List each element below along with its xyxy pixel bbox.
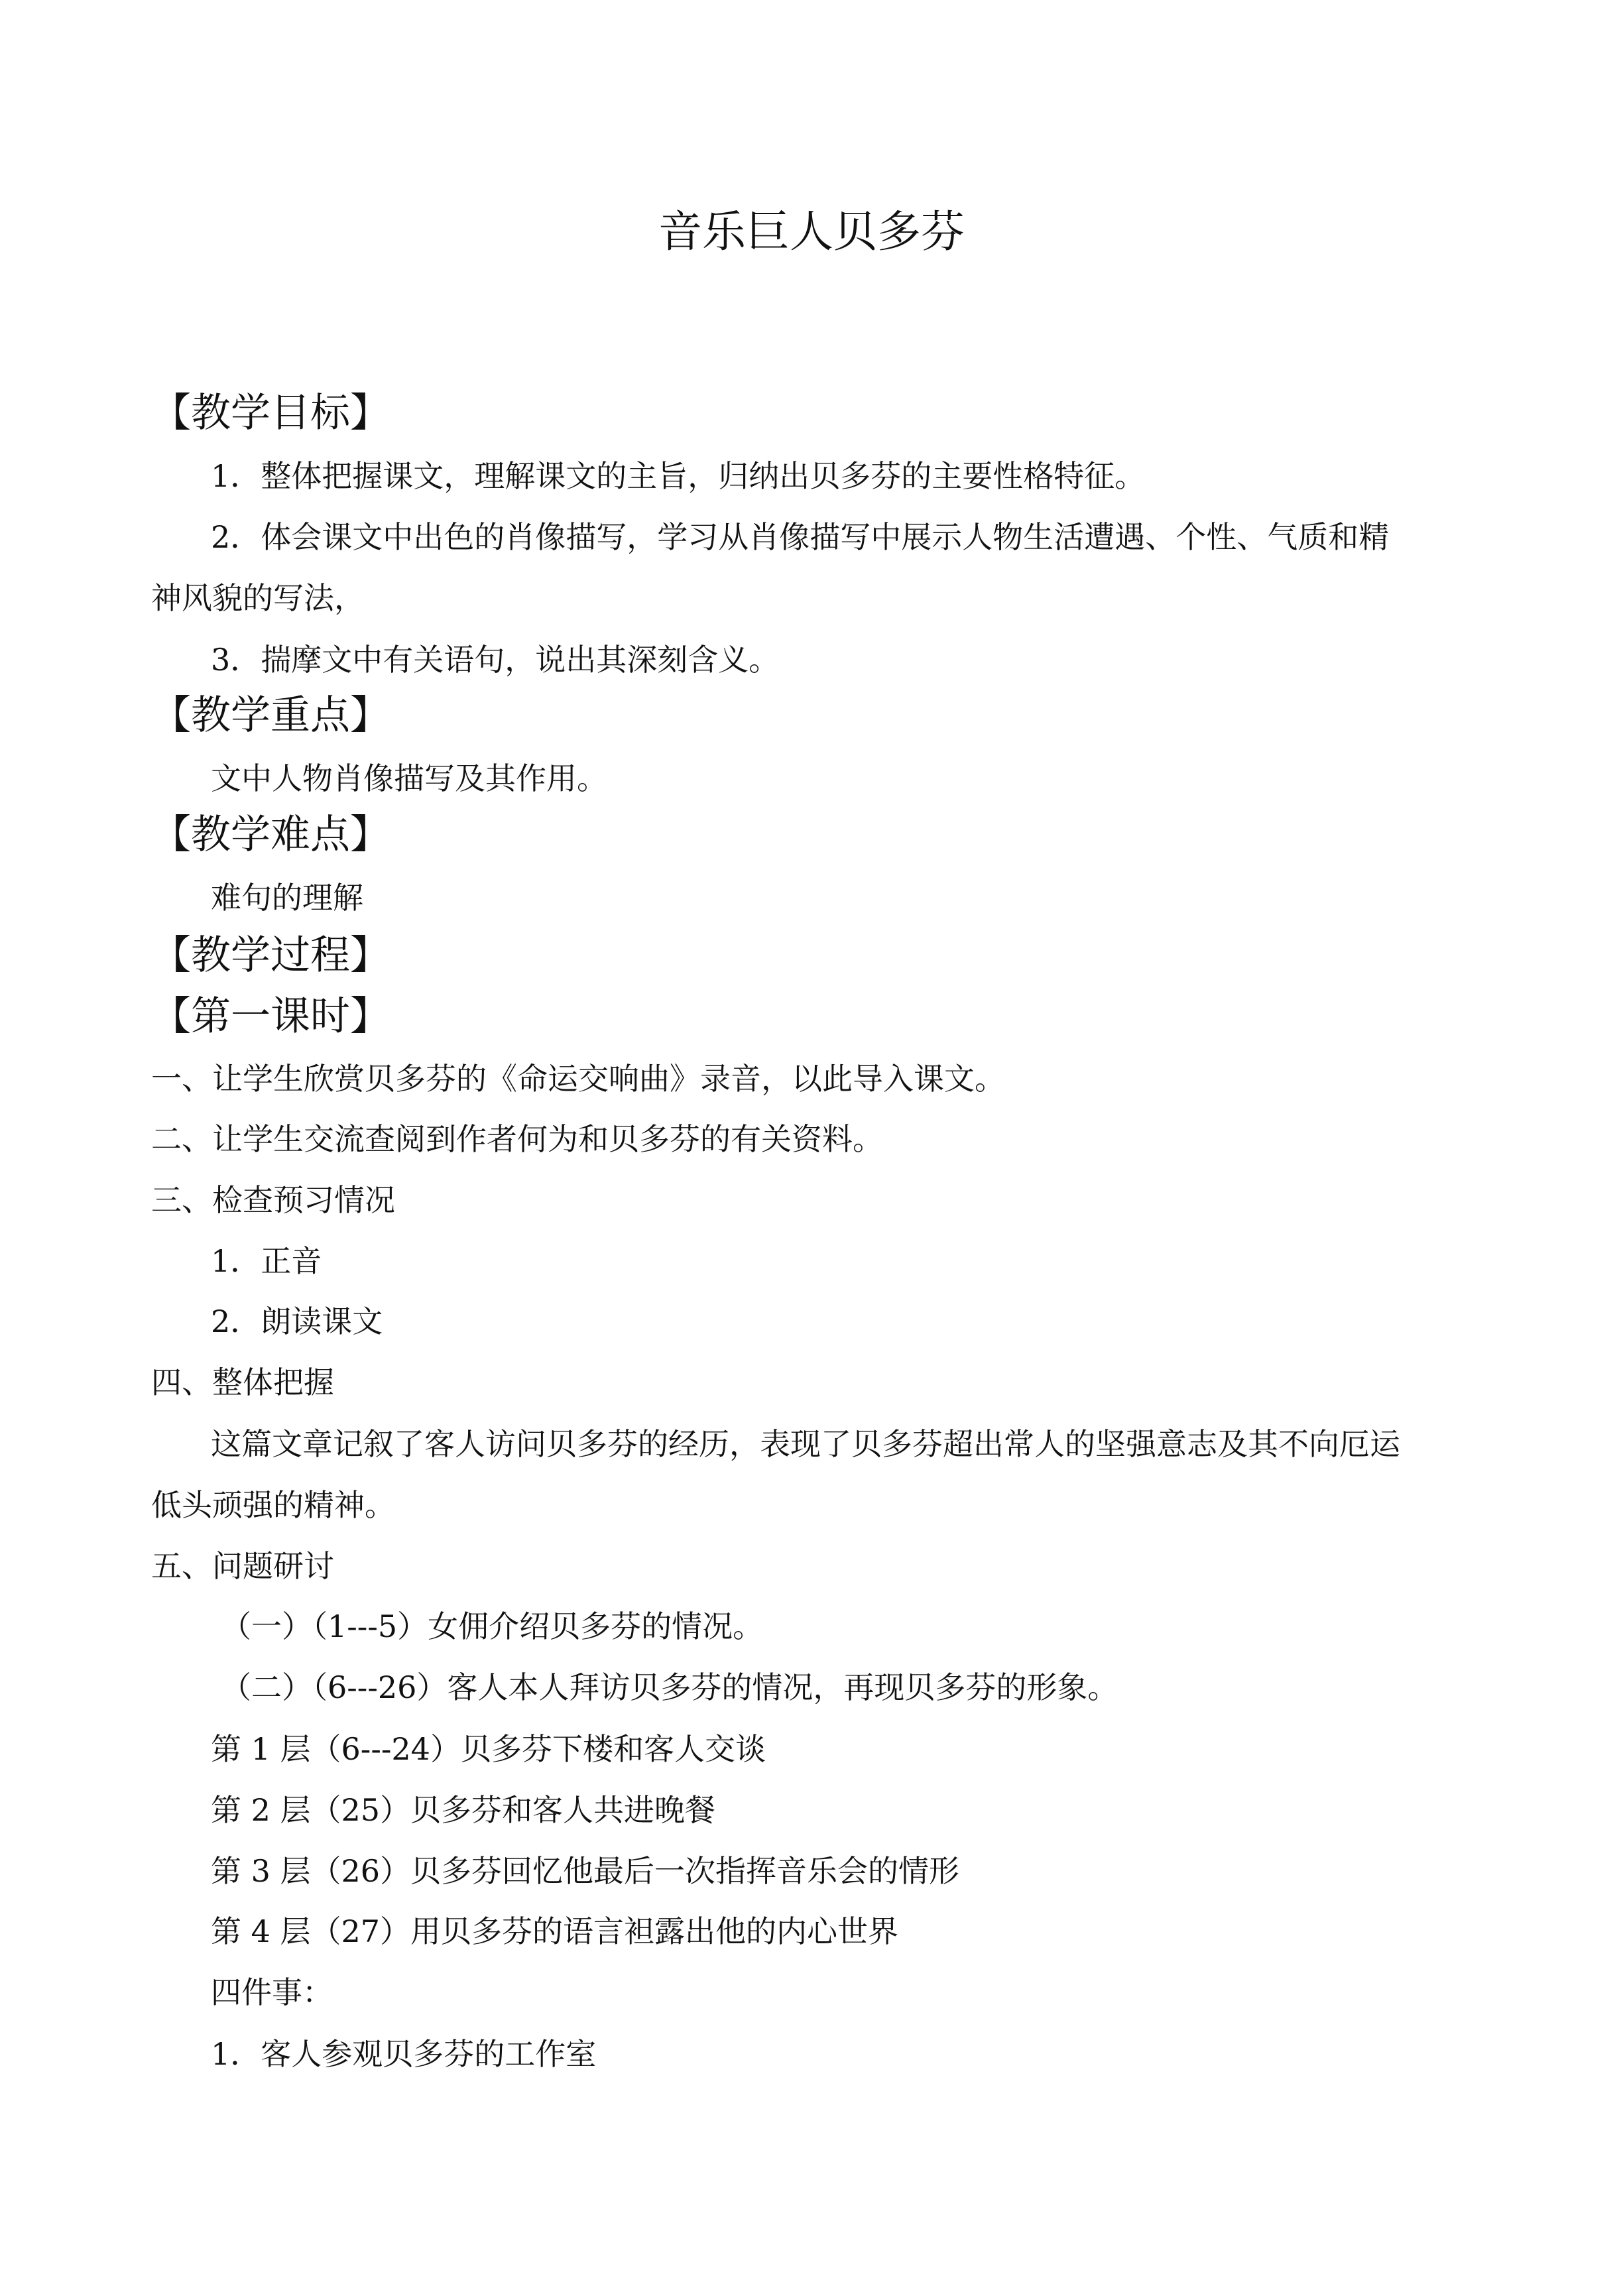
step-4: 四、整体把握	[151, 1364, 334, 1400]
objective-item-2-cont: 神风貌的写法，	[151, 580, 365, 616]
objectives-heading: 【教学目标】	[151, 390, 390, 436]
objective-item-3: 3．揣摩文中有关语句，说出其深刻含义。	[211, 642, 780, 678]
step-3: 三、检查预习情况	[151, 1182, 395, 1218]
four-events-label: 四件事：	[211, 1974, 333, 2010]
step-4-text-cont: 低头顽强的精神。	[151, 1487, 395, 1523]
step-5: 五、问题研讨	[151, 1548, 334, 1584]
difficulties-heading: 【教学难点】	[151, 812, 390, 858]
step-4-text: 这篇文章记叙了客人访问贝多芬的经历，表现了贝多芬超出常人的坚强意志及其不向厄运	[211, 1426, 1400, 1462]
key-points-heading: 【教学重点】	[151, 692, 390, 739]
layer-4: 第 4 层（27）用贝多芬的语言袒露出他的内心世界	[211, 1913, 899, 1949]
event-1: 1．客人参观贝多芬的工作室	[211, 2036, 597, 2072]
step-5-part-2: （二）（6---26）客人本人拜访贝多芬的情况，再现贝多芬的形象。	[221, 1669, 1118, 1705]
step-5-part-1: （一）（1---5）女佣介绍贝多芬的情况。	[221, 1608, 764, 1644]
step-3-sub-2: 2．朗读课文	[211, 1303, 383, 1339]
layer-3: 第 3 层（26）贝多芬回忆他最后一次指挥音乐会的情形	[211, 1853, 960, 1889]
layer-1: 第 1 层（6---24）贝多芬下楼和客人交谈	[211, 1731, 766, 1767]
layer-2: 第 2 层（25）贝多芬和客人共进晚餐	[211, 1792, 716, 1828]
objective-item-2: 2．体会课文中出色的肖像描写，学习从肖像描写中展示人物生活遭遇、个性、气质和精	[211, 519, 1390, 555]
process-heading: 【教学过程】	[151, 932, 390, 979]
objective-item-1: 1．整体把握课文，理解课文的主旨，归纳出贝多芬的主要性格特征。	[211, 458, 1146, 494]
step-2: 二、让学生交流查阅到作者何为和贝多芬的有关资料。	[151, 1121, 883, 1157]
page-title: 音乐巨人贝多芬	[658, 206, 965, 257]
step-1: 一、让学生欣赏贝多芬的《命运交响曲》录音，以此导入课文。	[151, 1061, 1005, 1097]
lesson1-heading: 【第一课时】	[151, 993, 390, 1040]
difficulties-text: 难句的理解	[211, 880, 363, 916]
key-points-text: 文中人物肖像描写及其作用。	[211, 760, 607, 796]
step-3-sub-1: 1．正音	[211, 1243, 322, 1279]
